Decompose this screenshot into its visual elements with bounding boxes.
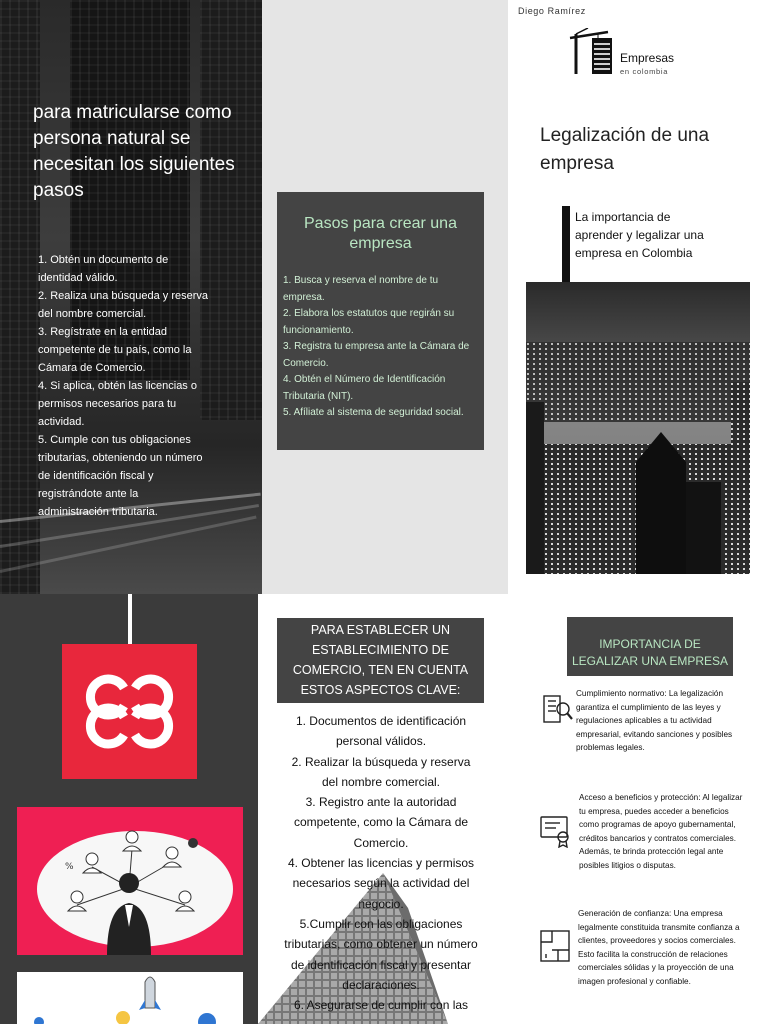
list-item: 5. Afíliate al sistema de seguridad social. bbox=[283, 407, 464, 418]
list-item: 6. Asegurarse de cumplir con las bbox=[293, 998, 469, 1013]
list-item: 3. Registro ante la autoridad competente, como la Cámara de Comercio. bbox=[293, 795, 469, 850]
panel2-steps-list bbox=[283, 273, 479, 422]
list-item: 4. Obtén el Número de Identificación Tributaria (NIT). bbox=[283, 374, 446, 402]
importance-item-text: Cumplimiento normativo: La legalización garantiza el cumplimiento de las leyes y regulaciones aplicables a tu actividad empresarial, evitando sanciones y posibles problemas legales. bbox=[576, 689, 733, 752]
city-night-photo bbox=[526, 282, 750, 574]
panel2-title: Pasos para crear una empresa bbox=[304, 215, 457, 252]
list-item: 4. Si aplica, obtén las licencias o permisos necesarios para tu actividad. bbox=[38, 380, 197, 428]
interlocked-c-logo-icon bbox=[62, 644, 197, 779]
panel1-steps-list bbox=[38, 251, 208, 521]
rocket-illustration bbox=[17, 972, 243, 1024]
importance-item-text: Generación de confianza: Una empresa legalmente constituida transmite confianza a clientes, proveedores y socios comerciales. Esto facilita la construcción de relaciones comerciales sólidas y la proyección de una imagen profesional y confiable. bbox=[578, 909, 740, 986]
building-search-icon bbox=[539, 690, 575, 726]
blueprint-icon bbox=[538, 928, 574, 964]
brand-logo bbox=[62, 644, 197, 779]
list-item: 5. Cumple con tus obligaciones tributarias, obteniendo un número de identificación fiscal y registrándote ante la administración tributaria. bbox=[38, 434, 203, 518]
skyscraper-photo-right bbox=[200, 0, 262, 420]
list-item: 4. Obtener las licencias y permisos necesarios según la actividad del negocio. bbox=[287, 856, 475, 911]
importance-item-text: Acceso a beneficios y protección: Al legalizar tu empresa, puedes acceder a beneficios como programas de apoyo gubernamental, créditos bancarios y contratos comerciales. Además, te brinda protección legal ante posibles litigios o disputas. bbox=[579, 793, 743, 870]
list-item: 1. Documentos de identificación personal válidos. bbox=[295, 714, 467, 749]
logo-title: Empresas bbox=[620, 51, 675, 65]
panel5-title: PARA ESTABLECER UN ESTABLECIMIENTO DE COMERCIO, TEN EN CUENTA ESTOS ASPECTOS CLAVE: bbox=[292, 623, 469, 697]
list-item: 2. Elabora los estatutos que regirán su funcionamiento. bbox=[283, 308, 455, 336]
panel5-steps-list bbox=[283, 711, 479, 1015]
list-item: 2. Realizar la búsqueda y reserva del nombre comercial. bbox=[291, 754, 471, 789]
divider-line bbox=[128, 594, 132, 646]
businessman-network-illustration bbox=[17, 807, 243, 955]
list-item: 3. Regístrate en la entidad competente de tu país, como la Cámara de Comercio. bbox=[38, 326, 192, 374]
list-item: 3. Registra tu empresa ante la Cámara de Comercio. bbox=[283, 341, 470, 369]
list-item: 2. Realiza una búsqueda y reserva del nombre comercial. bbox=[38, 290, 208, 320]
panel1-title: para matricularse como persona natural se necesitan los siguientes pasos bbox=[33, 102, 235, 201]
crane-building-logo-icon bbox=[568, 28, 614, 74]
logo-subtitle: en colombia bbox=[620, 67, 669, 76]
cover-subtitle: La importancia de aprender y legalizar una empresa en Colombia bbox=[575, 210, 704, 260]
panel6-title: IMPORTANCIA DE LEGALIZAR UNA EMPRESA bbox=[571, 637, 729, 668]
certificate-icon bbox=[538, 812, 574, 848]
cover-title: Legalización de una empresa bbox=[540, 125, 710, 174]
skyscraper-photo-left bbox=[0, 0, 40, 594]
author-name: Diego Ramírez bbox=[518, 6, 586, 16]
list-item: 1. Obtén un documento de identidad válido. bbox=[38, 254, 169, 284]
list-item: 1. Busca y reserva el nombre de tu empresa. bbox=[283, 275, 439, 303]
list-item: 5.Cumplir con las obligaciones tributarias, como obtener un número de identificación fiscal y presentar declaraciones. bbox=[284, 916, 478, 992]
svg-text:%: % bbox=[65, 862, 74, 872]
rocket-icon bbox=[17, 972, 243, 1024]
